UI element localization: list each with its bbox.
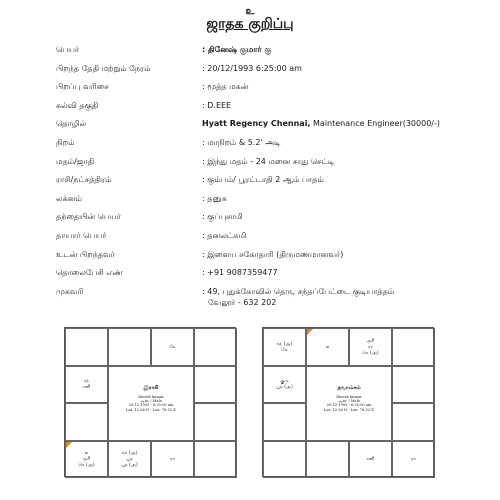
planet-label: சுக் (அ) <box>121 451 138 457</box>
field-label: தொலைபேசி எண் <box>56 268 123 278</box>
navamsa-chart-house-2-0 <box>263 403 306 441</box>
rasi-chart-title: இராசி <box>143 384 159 391</box>
rasi-chart-house-3-2 <box>151 441 194 479</box>
rasi-chart-house-1-0 <box>65 366 108 404</box>
field-label: பிறந்த தேதி மற்றும் நேரம் <box>56 63 151 73</box>
planet-label: சனி <box>366 457 375 463</box>
planet-label: புத <box>126 457 133 463</box>
planet-label: ல <box>325 344 330 350</box>
field-label: கல்வி தகுதி <box>56 100 99 110</box>
navamsa-chart-house-3-1 <box>306 441 349 479</box>
chart-info-datetime: 20-12-1993 - 6:25:00 am <box>326 403 372 408</box>
rasi-chart-house-3-3 <box>194 441 237 479</box>
navamsa-chart-house-1-0 <box>263 366 306 404</box>
field-value: : இளைய சகோதாரி (திருமணமானவர்) <box>202 249 344 259</box>
detail-row-mother <box>56 230 496 249</box>
rasi-chart-house-0-0 <box>65 328 108 366</box>
field-value: : தினேஷ் குமார் கு <box>202 45 272 54</box>
planet-label: செ (அ) <box>78 463 95 469</box>
navamsa-chart-house-3-0 <box>263 441 306 479</box>
navamsa-chart-center <box>306 366 392 441</box>
planet-label: ரா <box>170 457 175 463</box>
rasi-chart-center <box>108 366 194 441</box>
detail-row-address <box>56 286 496 315</box>
job-title: Maintenance Engineer(30000/-) <box>310 119 440 129</box>
field-value: : கும்பம்/ பூரட்டாதி 2 ஆம் பாதம் <box>202 175 324 185</box>
planet-label: புத (அ) <box>276 385 293 391</box>
field-label: பிறப்பு வரிசை <box>56 82 109 92</box>
navamsa-chart-house-0-0 <box>263 328 306 366</box>
planet-label: ரா <box>411 457 416 463</box>
navamsa-chart <box>262 327 434 477</box>
detail-row-religion <box>56 156 496 175</box>
detail-row-birth-order <box>56 81 496 100</box>
rasi-chart-house-1-3 <box>194 366 237 404</box>
rasi-chart-info <box>109 395 193 413</box>
detail-row-complexion <box>56 137 496 156</box>
field-label: தாயார் பெயர் <box>56 230 107 240</box>
field-label: நிறம் <box>56 137 75 147</box>
field-label: மதம்/ஜாதி <box>56 156 95 166</box>
detail-row-dob <box>56 63 496 82</box>
rasi-chart-house-0-3 <box>194 328 237 366</box>
field-label: பெயர் <box>56 45 80 54</box>
detail-row-father <box>56 211 496 230</box>
navamsa-chart-house-2-3 <box>392 403 435 441</box>
planet-label: கே <box>281 347 288 353</box>
chart-info-latlon: Lat: 12.56 N - Lon: 78.52 E <box>324 407 374 412</box>
chart-info-datetime: 20-12-1993 - 6:25:00 am <box>128 403 174 408</box>
field-label: முகவரி <box>56 286 84 296</box>
field-label: தந்தையின் பெயர் <box>56 212 121 222</box>
field-value <box>202 118 498 129</box>
rasi-chart-house-2-3 <box>194 403 237 441</box>
planet-label: சூரி <box>366 338 375 344</box>
field-value: : மாநிறம் & 5.2' அடி <box>202 137 281 147</box>
field-label: ராசி/நட்சத்திரம் <box>56 175 112 185</box>
field-value <box>202 286 498 308</box>
details-list <box>56 44 496 315</box>
rasi-chart <box>64 327 236 477</box>
navamsa-chart-title: நவாம்சம் <box>337 384 361 391</box>
navamsa-chart-house-0-1 <box>306 328 349 366</box>
detail-row-lagnam <box>56 193 496 212</box>
detail-row-occupation <box>56 118 496 137</box>
rasi-chart-house-2-0 <box>65 403 108 441</box>
detail-row-rasi-star <box>56 174 496 193</box>
field-value: : குப்புசாமி <box>202 212 243 222</box>
field-value: : 20/12/1993 6:25:00 am <box>202 63 302 73</box>
rasi-chart-house-3-1 <box>108 441 151 479</box>
lagna-marker <box>307 329 313 335</box>
rasi-chart-house-0-1 <box>108 328 151 366</box>
field-value: : தனுசு <box>202 193 227 203</box>
planet-label: ரா <box>368 344 373 350</box>
detail-row-phone <box>56 267 496 286</box>
chart-info-latlon: Lat: 12.56 N - Lon: 78.52 E <box>126 407 176 412</box>
field-label: தொழில் <box>56 119 87 129</box>
field-label: உடன் பிறந்தவர் <box>56 249 115 259</box>
field-value: : மூத்த மகன் <box>202 82 249 92</box>
navamsa-chart-house-0-3 <box>392 328 435 366</box>
planet-label: சனி <box>82 385 91 391</box>
detail-row-name <box>56 44 496 63</box>
field-value: : D.EEE <box>202 100 232 110</box>
detail-row-education <box>56 100 496 119</box>
chart-info-name: Dinesh kumar <box>336 394 362 399</box>
field-value: : இந்து மதம் - 24 மனை சாது செட்டி <box>202 156 335 166</box>
employer-name: Hyatt Regency Chennai, <box>202 119 311 129</box>
address-line-1: : 49, புதுக்கோவில் தெரு, சந்தப்பேட்டை குடியாத்தம் <box>202 286 395 296</box>
header-mark: உ <box>245 6 255 17</box>
navamsa-chart-house-0-2 <box>349 328 392 366</box>
detail-row-siblings <box>56 249 496 268</box>
field-value: : தனலட்சுமி <box>202 230 247 240</box>
lagna-marker <box>66 442 72 448</box>
planet-label: ல <box>84 451 89 457</box>
address-line-2: வேலூர் - 632 202 <box>208 297 277 307</box>
chart-info-gender: ஆண் / Male <box>338 398 360 403</box>
field-label: லக்னம் <box>56 193 82 203</box>
planet-label: சந் <box>83 379 90 385</box>
rasi-chart-house-0-2 <box>151 328 194 366</box>
chart-info-name: Dinesh kumar <box>138 394 164 399</box>
planet-label: செ (அ) <box>362 350 379 356</box>
navamsa-chart-house-1-3 <box>392 366 435 404</box>
chart-info-gender: ஆண் / Male <box>140 398 162 403</box>
planet-label: குரு <box>280 379 289 385</box>
navamsa-chart-house-3-2 <box>349 441 392 479</box>
navamsa-chart-house-3-3 <box>392 441 435 479</box>
rasi-chart-house-3-0 <box>65 441 108 479</box>
planet-label: புத (அ) <box>121 463 138 469</box>
field-value: : +91 9087359477 <box>202 268 278 278</box>
planet-label: சந் (அ) <box>276 341 293 347</box>
navamsa-chart-info <box>307 395 391 413</box>
planet-label: கே <box>169 344 176 350</box>
document-title: ஜாதக குறிப்பு <box>206 16 294 32</box>
planet-label: சூரி <box>82 457 91 463</box>
